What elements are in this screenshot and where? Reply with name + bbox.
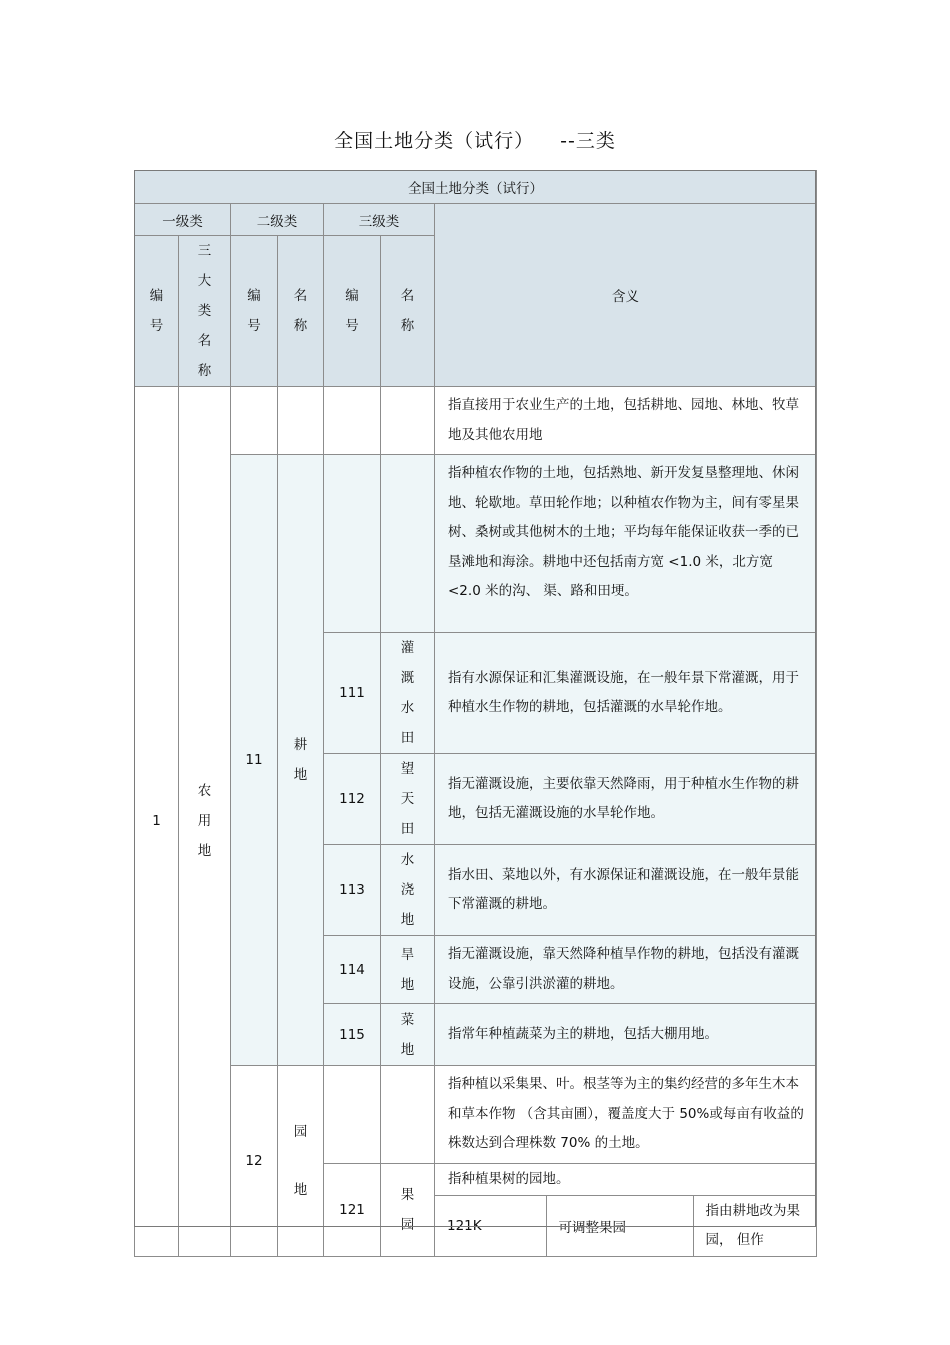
- code-111: 111: [324, 633, 381, 754]
- header-name-3: 名称: [400, 288, 415, 334]
- name-1: 农用地: [197, 783, 212, 860]
- code-121: 121: [324, 1163, 381, 1256]
- land-classification-table: [134, 170, 817, 1257]
- table-caption: 全国土地分类（试行）: [135, 171, 817, 204]
- header-name-2: 名称: [293, 288, 308, 334]
- desc-112: 指无灌溉设施，主要依靠天然降雨，用于种植水生作物的耕地，包括无灌溉设施的水旱轮作地。: [435, 754, 817, 845]
- code-121k: 121K: [447, 1217, 482, 1234]
- name-113: 水浇地: [400, 852, 415, 928]
- code-113: 113: [324, 845, 381, 936]
- subrow-121k: [435, 1196, 816, 1256]
- desc-121: 指种植果树的园地。: [435, 1164, 816, 1196]
- name-115: 菜地: [400, 1011, 415, 1058]
- document-title-main: 全国土地分类（试行）: [334, 130, 535, 152]
- desc-11: 指种植农作物的土地，包括熟地、新开发复垦整理地、休闲地、轮歇地。草田轮作地；以种植农作物为主，间有零星果树、桑树或其他树木的土地；平均每年能保证收获一季的已垦滩地和海涂。耕地中还包括南方宽 <1.0 米，北方宽 <2.0 米的沟、 渠、路和田埂。: [435, 455, 817, 633]
- code-115: 115: [324, 1004, 381, 1066]
- desc-111: 指有水源保证和汇集灌溉设施，在一般年景下常灌溉，用于种植水生作物的耕地，包括灌溉的水旱轮作地。: [435, 633, 817, 754]
- document-title-suffix: --三类: [560, 130, 616, 152]
- name-111: 灌溉水田: [400, 640, 415, 746]
- code-112: 112: [324, 754, 381, 845]
- code-11: 11: [231, 455, 278, 1066]
- header-level2: 二级类: [231, 204, 324, 236]
- desc-1: 指直接用于农业生产的土地，包括耕地、园地、林地、牧草地及其他农用地: [435, 387, 817, 455]
- name-121k: 可调整果园: [546, 1196, 693, 1256]
- code-12: 12: [231, 1066, 278, 1257]
- code-114: 114: [324, 936, 381, 1004]
- document-title: [0, 126, 950, 153]
- header-big3-name: 三大类名称: [197, 243, 212, 379]
- header-level1: 一级类: [135, 204, 231, 236]
- name-12: 园地: [293, 1123, 308, 1198]
- desc-114: 指无灌溉设施，靠天然降种植旱作物的耕地，包括没有灌溉设施，公靠引洪淤灌的耕地。: [435, 936, 817, 1004]
- desc-113: 指水田、菜地以外，有水源保证和灌溉设施，在一般年景能下常灌溉的耕地。: [435, 845, 817, 936]
- desc-12: 指种植以采集果、叶。根茎等为主的集约经营的多年生木本和草本作物 （含其亩圃），覆盖度大于 50%或每亩有收益的株数达到合理株数 70% 的土地。: [435, 1066, 817, 1164]
- header-meaning: 含义: [435, 204, 817, 387]
- desc-115: 指常年种植蔬菜为主的耕地，包括大棚用地。: [435, 1004, 817, 1066]
- name-112: 望天田: [400, 761, 415, 837]
- header-code-2: 编号: [247, 288, 261, 334]
- name-11: 耕地: [293, 737, 308, 783]
- header-code-3: 编号: [345, 288, 359, 334]
- header-level3: 三级类: [324, 204, 435, 236]
- name-121: 果园: [400, 1186, 415, 1233]
- desc-121k: 指由耕地改为果园， 但作: [693, 1196, 816, 1256]
- name-114: 旱地: [400, 946, 415, 993]
- code-1: 1: [135, 387, 179, 1257]
- header-code-1: 编号: [149, 288, 164, 334]
